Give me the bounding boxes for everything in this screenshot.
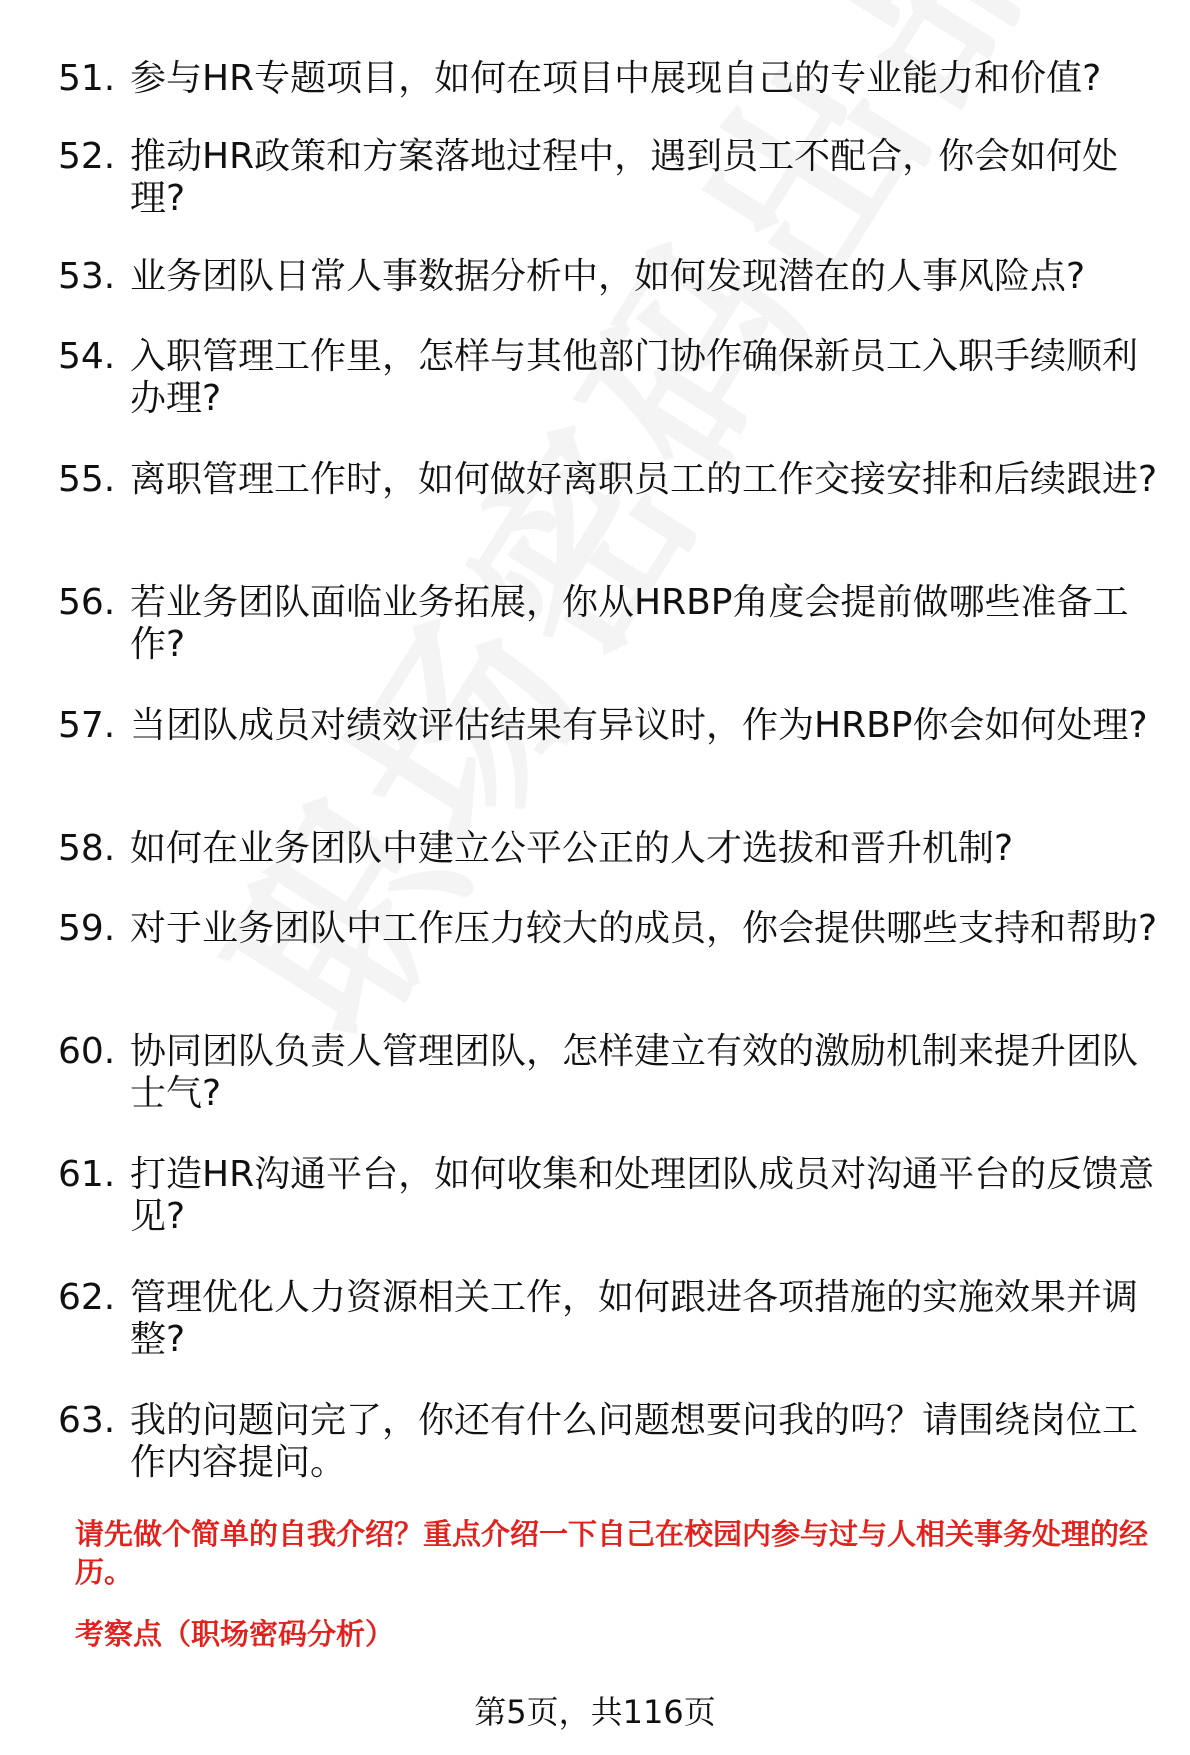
question-number: 55. — [58, 459, 116, 500]
question-number: 53. — [58, 256, 116, 297]
question-number: 56. — [58, 582, 116, 623]
question-item — [58, 1400, 1168, 1484]
question-text: 入职管理工作里，怎样与其他部门协作确保新员工入职手续顺利办理? — [130, 336, 1139, 419]
highlight-question: 请先做个简单的自我介绍？重点介绍一下自己在校园内参与过与人相关事务处理的经历。 — [75, 1517, 1149, 1589]
question-number: 57. — [58, 705, 116, 746]
question-number: 62. — [58, 1277, 116, 1318]
question-text: 推动HR政策和方案落地过程中，遇到员工不配合，你会如何处理? — [130, 136, 1119, 219]
question-number: 59. — [58, 908, 116, 949]
analysis-section-label: 考察点（职场密码分析） — [75, 1617, 395, 1651]
question-item — [58, 582, 1168, 666]
question-text: 对于业务团队中工作压力较大的成员，你会提供哪些支持和帮助? — [130, 908, 1158, 949]
question-item — [58, 336, 1168, 420]
question-text: 打造HR沟通平台，如何收集和处理团队成员对沟通平台的反馈意见? — [130, 1154, 1155, 1237]
question-number: 58. — [58, 828, 116, 869]
page-number-footer: 第5页，共116页 — [474, 1693, 716, 1731]
question-number: 61. — [58, 1154, 116, 1195]
question-text: 离职管理工作时，如何做好离职员工的工作交接安排和后续跟进? — [130, 459, 1158, 500]
question-text: 参与HR专题项目，如何在项目中展现自己的专业能力和价值? — [130, 58, 1102, 99]
question-text: 如何在业务团队中建立公平公正的人才选拔和晋升机制? — [130, 828, 1014, 869]
question-number: 51. — [58, 58, 116, 99]
question-item — [58, 459, 1168, 501]
question-text: 业务团队日常人事数据分析中，如何发现潜在的人事风险点? — [130, 256, 1086, 297]
question-item — [58, 705, 1168, 747]
question-item — [58, 58, 1168, 100]
question-item — [58, 1031, 1168, 1115]
question-text: 我的问题问完了，你还有什么问题想要问我的吗？请围绕岗位工作内容提问。 — [130, 1400, 1139, 1483]
question-number: 54. — [58, 336, 116, 377]
question-number: 63. — [58, 1400, 116, 1441]
question-text: 管理优化人力资源相关工作，如何跟进各项措施的实施效果并调整? — [130, 1277, 1139, 1360]
question-item — [58, 1277, 1168, 1361]
question-number: 60. — [58, 1031, 116, 1072]
question-item — [58, 828, 1168, 870]
question-number: 52. — [58, 136, 116, 177]
question-text: 当团队成员对绩效评估结果有异议时，作为HRBP你会如何处理? — [130, 705, 1148, 746]
question-item — [58, 136, 1168, 220]
question-text: 协同团队负责人管理团队，怎样建立有效的激励机制来提升团队士气? — [130, 1031, 1139, 1114]
question-text: 若业务团队面临业务拓展，你从HRBP角度会提前做哪些准备工作? — [130, 582, 1129, 665]
question-item — [58, 1154, 1168, 1238]
question-item — [58, 908, 1168, 950]
question-item — [58, 256, 1168, 298]
